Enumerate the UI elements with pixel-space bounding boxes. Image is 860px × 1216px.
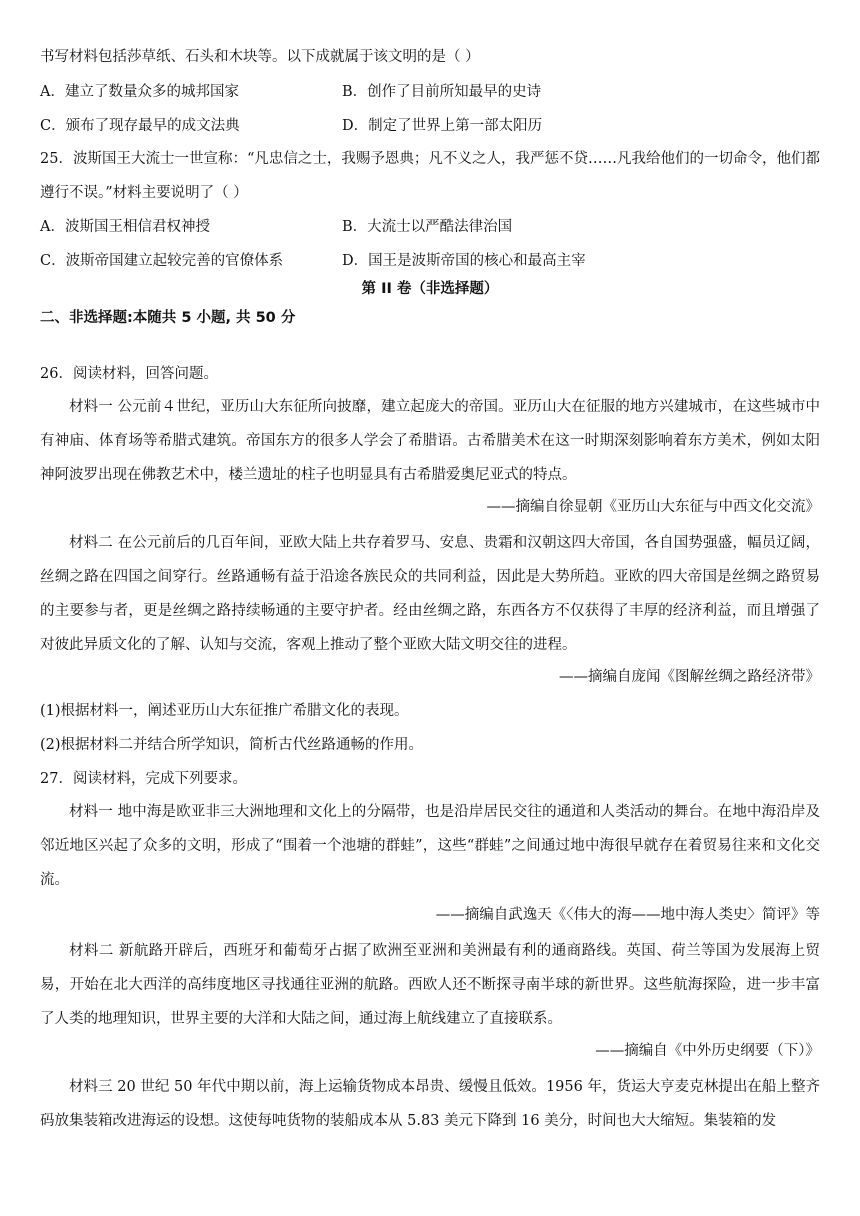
- q24-option-d: D．制定了世界上第一部太阳历: [342, 118, 543, 134]
- q25-option-c: C．波斯帝国建立起较完善的官僚体系: [40, 253, 284, 269]
- part2-title: 第 II 卷（非选择题）: [361, 281, 499, 297]
- q26-material-2: 材料二 在公元前后的几百年间，亚欧大陆上共存着罗马、安息、贵霜和汉朝这四大帝国，各自国势强盛，幅员辽阔，丝绸之路在四国之间穿行。丝路通畅有益于沿途各族民众的共同利益，因此是大势所趋。亚欧的四大帝国是丝绸之路贸易的主要参与者，更是丝绸之路持续畅通的主要守护者。经由丝绸之路，东西各方不仅获得了丰厚的经济利益，而且增强了对彼此异质文化的了解、认知与交流，客观上推动了整个亚欧大陆文明交往的进程。: [40, 535, 820, 653]
- q25-option-a: A．波斯国王相信君权神授: [40, 219, 210, 235]
- q25-stem: 25．波斯国王大流士一世宣称：“凡忠信之士，我赐予恩典；凡不义之人，我严惩不贷……凡我给他们的一切命令，他们都遵行不误。”材料主要说明了（ ）: [40, 151, 820, 201]
- q26-material-2-source: ——摘编自庞闻《图解丝绸之路经济带》: [559, 669, 820, 685]
- q27-material-1-source: ——摘编自武逸天《〈伟大的海——地中海人类史〉简评》等: [435, 907, 820, 923]
- q27-material-3: 材料三 20 世纪 50 年代中期以前，海上运输货物成本昂贵、缓慢且低效。1956 年，货运大亨麦克林提出在船上整齐码放集装箱改进海运的设想。这使每吨货物的装船成本从 5.83 美元下降到 16 美分，时间也大大缩短。集装箱的发: [40, 1079, 820, 1129]
- q24-option-a: A．建立了数量众多的城邦国家: [40, 84, 239, 100]
- q27-material-1: 材料一 地中海是欧亚非三大洲地理和文化上的分隔带，也是沿岸居民交往的通道和人类活动的舞台。在地中海沿岸及邻近地区兴起了众多的文明，形成了“围着一个池塘的群蛙”，这些“群蛙”之间通过地中海很早就存在着贸易往来和文化交流。: [40, 804, 820, 888]
- q25-option-b: B．大流士以严酷法律治国: [342, 219, 513, 235]
- q25-option-d: D．国王是波斯帝国的核心和最高主宰: [342, 253, 586, 269]
- section-heading: 二、非选择题:本随共 5 小题, 共 50 分: [40, 310, 296, 326]
- q26-stem: 26．阅读材料，回答问题。: [40, 366, 218, 382]
- q24-option-c: C．颁布了现存最早的成文法典: [40, 118, 240, 134]
- q27-material-2: 材料二 新航路开辟后，西班牙和葡萄牙占据了欧洲至亚洲和美洲最有利的通商路线。英国、荷兰等国为发展海上贸易，开始在北大西洋的高纬度地区寻找通往亚洲的航路。西欧人还不断探寻南半球的新世界。这些航海探险，进一步丰富了人类的地理知识，世界主要的大洋和大陆之间，通过海上航线建立了直接联系。: [40, 943, 820, 1027]
- q24-option-b: B．创作了目前所知最早的史诗: [342, 84, 542, 100]
- q26-material-1: 材料一 公元前４世纪，亚历山大东征所向披靡，建立起庞大的帝国。亚历山大在征服的地方兴建城市，在这些城市中有神庙、体育场等希腊式建筑。帝国东方的很多人学会了希腊语。古希腊美术在这一时期深刻影响着东方美术，例如太阳神阿波罗出现在佛教艺术中，楼兰遗址的柱子也明显具有古希腊爱奥尼亚式的特点。: [40, 399, 820, 483]
- q26-question-1: (1)根据材料一，阐述亚历山大东征推广希腊文化的表现。: [40, 703, 409, 719]
- q27-stem: 27．阅读材料，完成下列要求。: [40, 771, 247, 787]
- q24-stem: 书写材料包括莎草纸、石头和木块等。以下成就属于该文明的是（ ）: [40, 49, 480, 65]
- q27-material-2-source: ——摘编自《中外历史纲要（下）》: [595, 1043, 820, 1059]
- q26-question-2: (2)根据材料二并结合所学知识，简析古代丝路通畅的作用。: [40, 737, 424, 753]
- q26-material-1-source: ——摘编自徐显朝《亚历山大东征与中西文化交流》: [486, 499, 820, 515]
